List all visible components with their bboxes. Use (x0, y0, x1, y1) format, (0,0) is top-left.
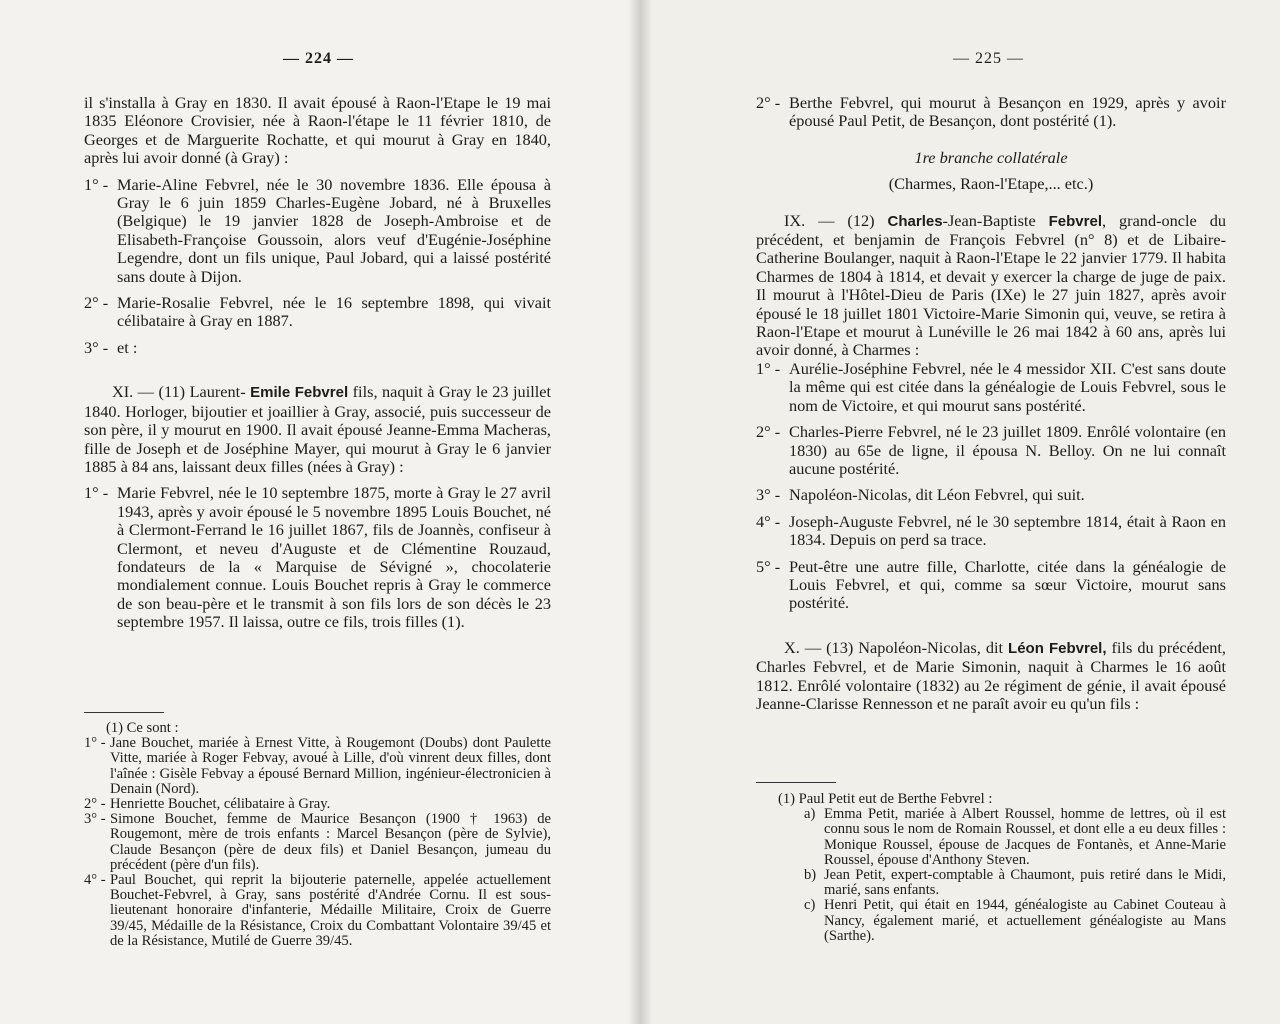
footnote-item: a) Emma Petit, mariée à Albert Roussel, homme de lettres, où il est connu sous le nom de Romain Roussel, et dont elle a eu deux filles : Monique Roussel, épouse de Jacques de Fontanès, et Anne-Marie Roussel, épouse d'Anthony Steven. (804, 806, 1226, 868)
person-name: Léon Febvrel, (1008, 639, 1107, 657)
list-item: 1° - Aurélie-Joséphine Febvrel, née le 4 messidor XII. C'est sans doute la même qui est citée dans la généalogie de Louis Febvrel, sous le nom de Victoire, et qui mourut sans postérité. (756, 358, 1226, 415)
branch-subtitle: (Charmes, Raon-l'Etape,... etc.) (888, 174, 1094, 194)
list-item: 3° - Napoléon-Nicolas, dit Léon Febvrel, qui suit. (756, 485, 1085, 505)
list-item: 2° - Berthe Febvrel, qui mourut à Besançon en 1929, après y avoir épousé Paul Petit, de Besançon, dont postérité (1). (756, 93, 1226, 131)
list-item: 1° - Marie-Aline Febvrel, née le 30 novembre 1836. Elle épousa à Gray le 6 juin 1859 Charles-Eugène Jobard, né à Bruxelles (Belgique) le 19 janvier 1828 de Joseph-Ambroise et de Elisabeth-Françoise Goussoin, alors veuf d'Eugénie-Joséphine Legendre, dont un fils unique, Paul Jobard, qui a laissé postérité sans doute à Dijon. (84, 174, 551, 286)
section-x: X. — (13) Napoléon-Nicolas, dit Léon Febvrel, fils du précédent, Charles Febvrel, et de Marie Simonin, naquit à Charmes le 16 août 1812. Enrôlé volontaire (1832) au 2e régiment de génie, il avait épousé Jeanne-Clarisse Rennesson et ne paraît avoir eu qu'un fils : (756, 637, 1226, 713)
page-number: — 224 — (283, 50, 354, 67)
footnote-item: 2° - Henriette Bouchet, célibataire à Gray. (84, 796, 331, 813)
list-item: 3° - et : (84, 337, 138, 357)
footnote-head: (1) Ce sont : (106, 720, 179, 736)
footnote-item: 1° - Jane Bouchet, mariée à Ernest Vitte, à Rougemont (Doubs) dont Paulette Vitte, mariée à Roger Febvay, avoué à Lille, d'où vinrent deux filles, dont l'aînée : Gisèle Febvay a épousé Bernard Million, ingénieur-électronicien à Denain (Nord). (84, 735, 551, 797)
person-name: Febvrel (1048, 212, 1102, 230)
left-main-text (84, 94, 551, 632)
footnote-item: 3° - Simone Bouchet, femme de Maurice Besançon (1900 † 1963) de Rougemont, mère de trois enfants : Marcel Besançon (père de Sylvie), Claude Besançon (père de deux fils) et Daniel Besançon, jumeau du précédent (père d'un fils). (84, 811, 551, 873)
list-item: 5° - Peut-être une autre fille, Charlotte, citée dans la généalogie de Louis Febvrel, et qui, comme sa sœur Victoire, mourut sans postérité. (756, 556, 1226, 613)
footnote-item: 4° - Paul Bouchet, qui reprit la bijouterie paternelle, appelée actuellement Bouchet-Febvrel, à Gray, sans postérité d'Andrée Cornu. Il est sous-lieutenant honoraire d'infanterie, Médaille Militaire, Croix de Guerre 39/45, Médaille de la Résistance, Croix du Combattant Volontaire 39/45 et de la Résistance, Mutilé de Guerre 39/45. (84, 872, 551, 949)
branch-title: 1re branche collatérale (914, 147, 1068, 167)
section-xi: XI. — (11) Laurent- Emile Febvrel fils, naquit à Gray le 23 juillet 1840. Horloger, bijoutier et joaillier à Gray, associé, puis successeur de son père, il y mourut en 1900. Il avait épousé Jeanne-Emma Macheras, fille de Joseph et de Joséphine Mayer, qui mourut à Gray le 6 janvier 1885 à 84 ans, laissant deux filles (nées à Gray) : (84, 382, 552, 476)
page-number: — 225 — (953, 50, 1024, 67)
right-main-text (756, 94, 1226, 713)
list-item: 1° - Marie Febvrel, née le 10 septembre 1875, morte à Gray le 27 avril 1943, après y avoir épousé le 5 novembre 1895 Louis Bouchet, né à Clermont-Ferrand le 16 juillet 1867, fils de Joannès, confiseur à Clermont, et neveu d'Auguste et de Clémentine Rouzaud, fondateurs de la « Marquise de Sévigné », chocolaterie mondialement connue. Louis Bouchet repris à Gray le commerce de son beau-père et le transmit à son fils lors de son décès le 23 septembre 1957. Il laissa, outre ce fils, trois filles (1). (84, 483, 551, 632)
book-gutter (628, 0, 652, 1024)
footnote-item: c) Henri Petit, qui était en 1944, généalogiste au Cabinet Couteau à Nancy, également marié, et actuellement généalogiste au Mans (Sarthe). (804, 897, 1226, 944)
left-footnotes (84, 712, 551, 949)
footnote-item: b) Jean Petit, expert-comptable à Chaumont, puis retiré dans le Midi, marié, sans enfants. (804, 867, 1226, 899)
footnote-rule (84, 712, 164, 713)
section-ix: IX. — (12) Charles-Jean-Baptiste Febvrel, grand-oncle du précédent, et benjamin de François Febvrel (n° 8) et de Libaire-Catherine Boulanger, naquit à Raon-l'Etape le 22 janvier 1779. Il habita Charmes de 1804 à 1814, et devait y exercer la charge de juge de paix. Il mourut à l'Hôtel-Dieu de Paris (IXe) le 27 juin 1827, après avoir épousé le 18 juillet 1801 Victoire-Marie Simonin qui, veuve, se retira à Raon-l'Etape et mourut à Lunéville le 26 mai 1842 à 60 ans, après lui avoir donné, à Charmes : (756, 210, 1226, 360)
footnote-head: (1) Paul Petit eut de Berthe Febvrel : (778, 791, 993, 807)
person-name: Charles (887, 212, 943, 230)
intro-paragraph: il s'installa à Gray en 1830. Il avait épousé à Raon-l'Etape le 19 mai 1835 Eléonore Crovisier, née à Raon-l'étape le 11 février 1810, de Georges et de Marguerite Rochatte, et qui mourut à Gray en 1840, après lui avoir donné (à Gray) : (84, 93, 551, 168)
list-item: 4° - Joseph-Auguste Febvrel, né le 30 septembre 1814, était à Raon en 1834. Depuis on perd sa trace. (756, 511, 1226, 550)
list-item: 2° - Charles-Pierre Febvrel, né le 23 juillet 1809. Enrôlé volontaire (en 1830) au 65e de ligne, il épousa N. Belloy. On ne lui connaît aucune postérité. (756, 422, 1226, 478)
list-item: 2° - Marie-Rosalie Febvrel, née le 16 septembre 1898, qui vivait célibataire à Gray en 1887. (84, 293, 551, 331)
footnote-rule (756, 782, 836, 783)
right-page (640, 0, 1280, 1024)
right-footnotes (756, 782, 1226, 944)
person-name: Emile Febvrel (250, 384, 349, 402)
